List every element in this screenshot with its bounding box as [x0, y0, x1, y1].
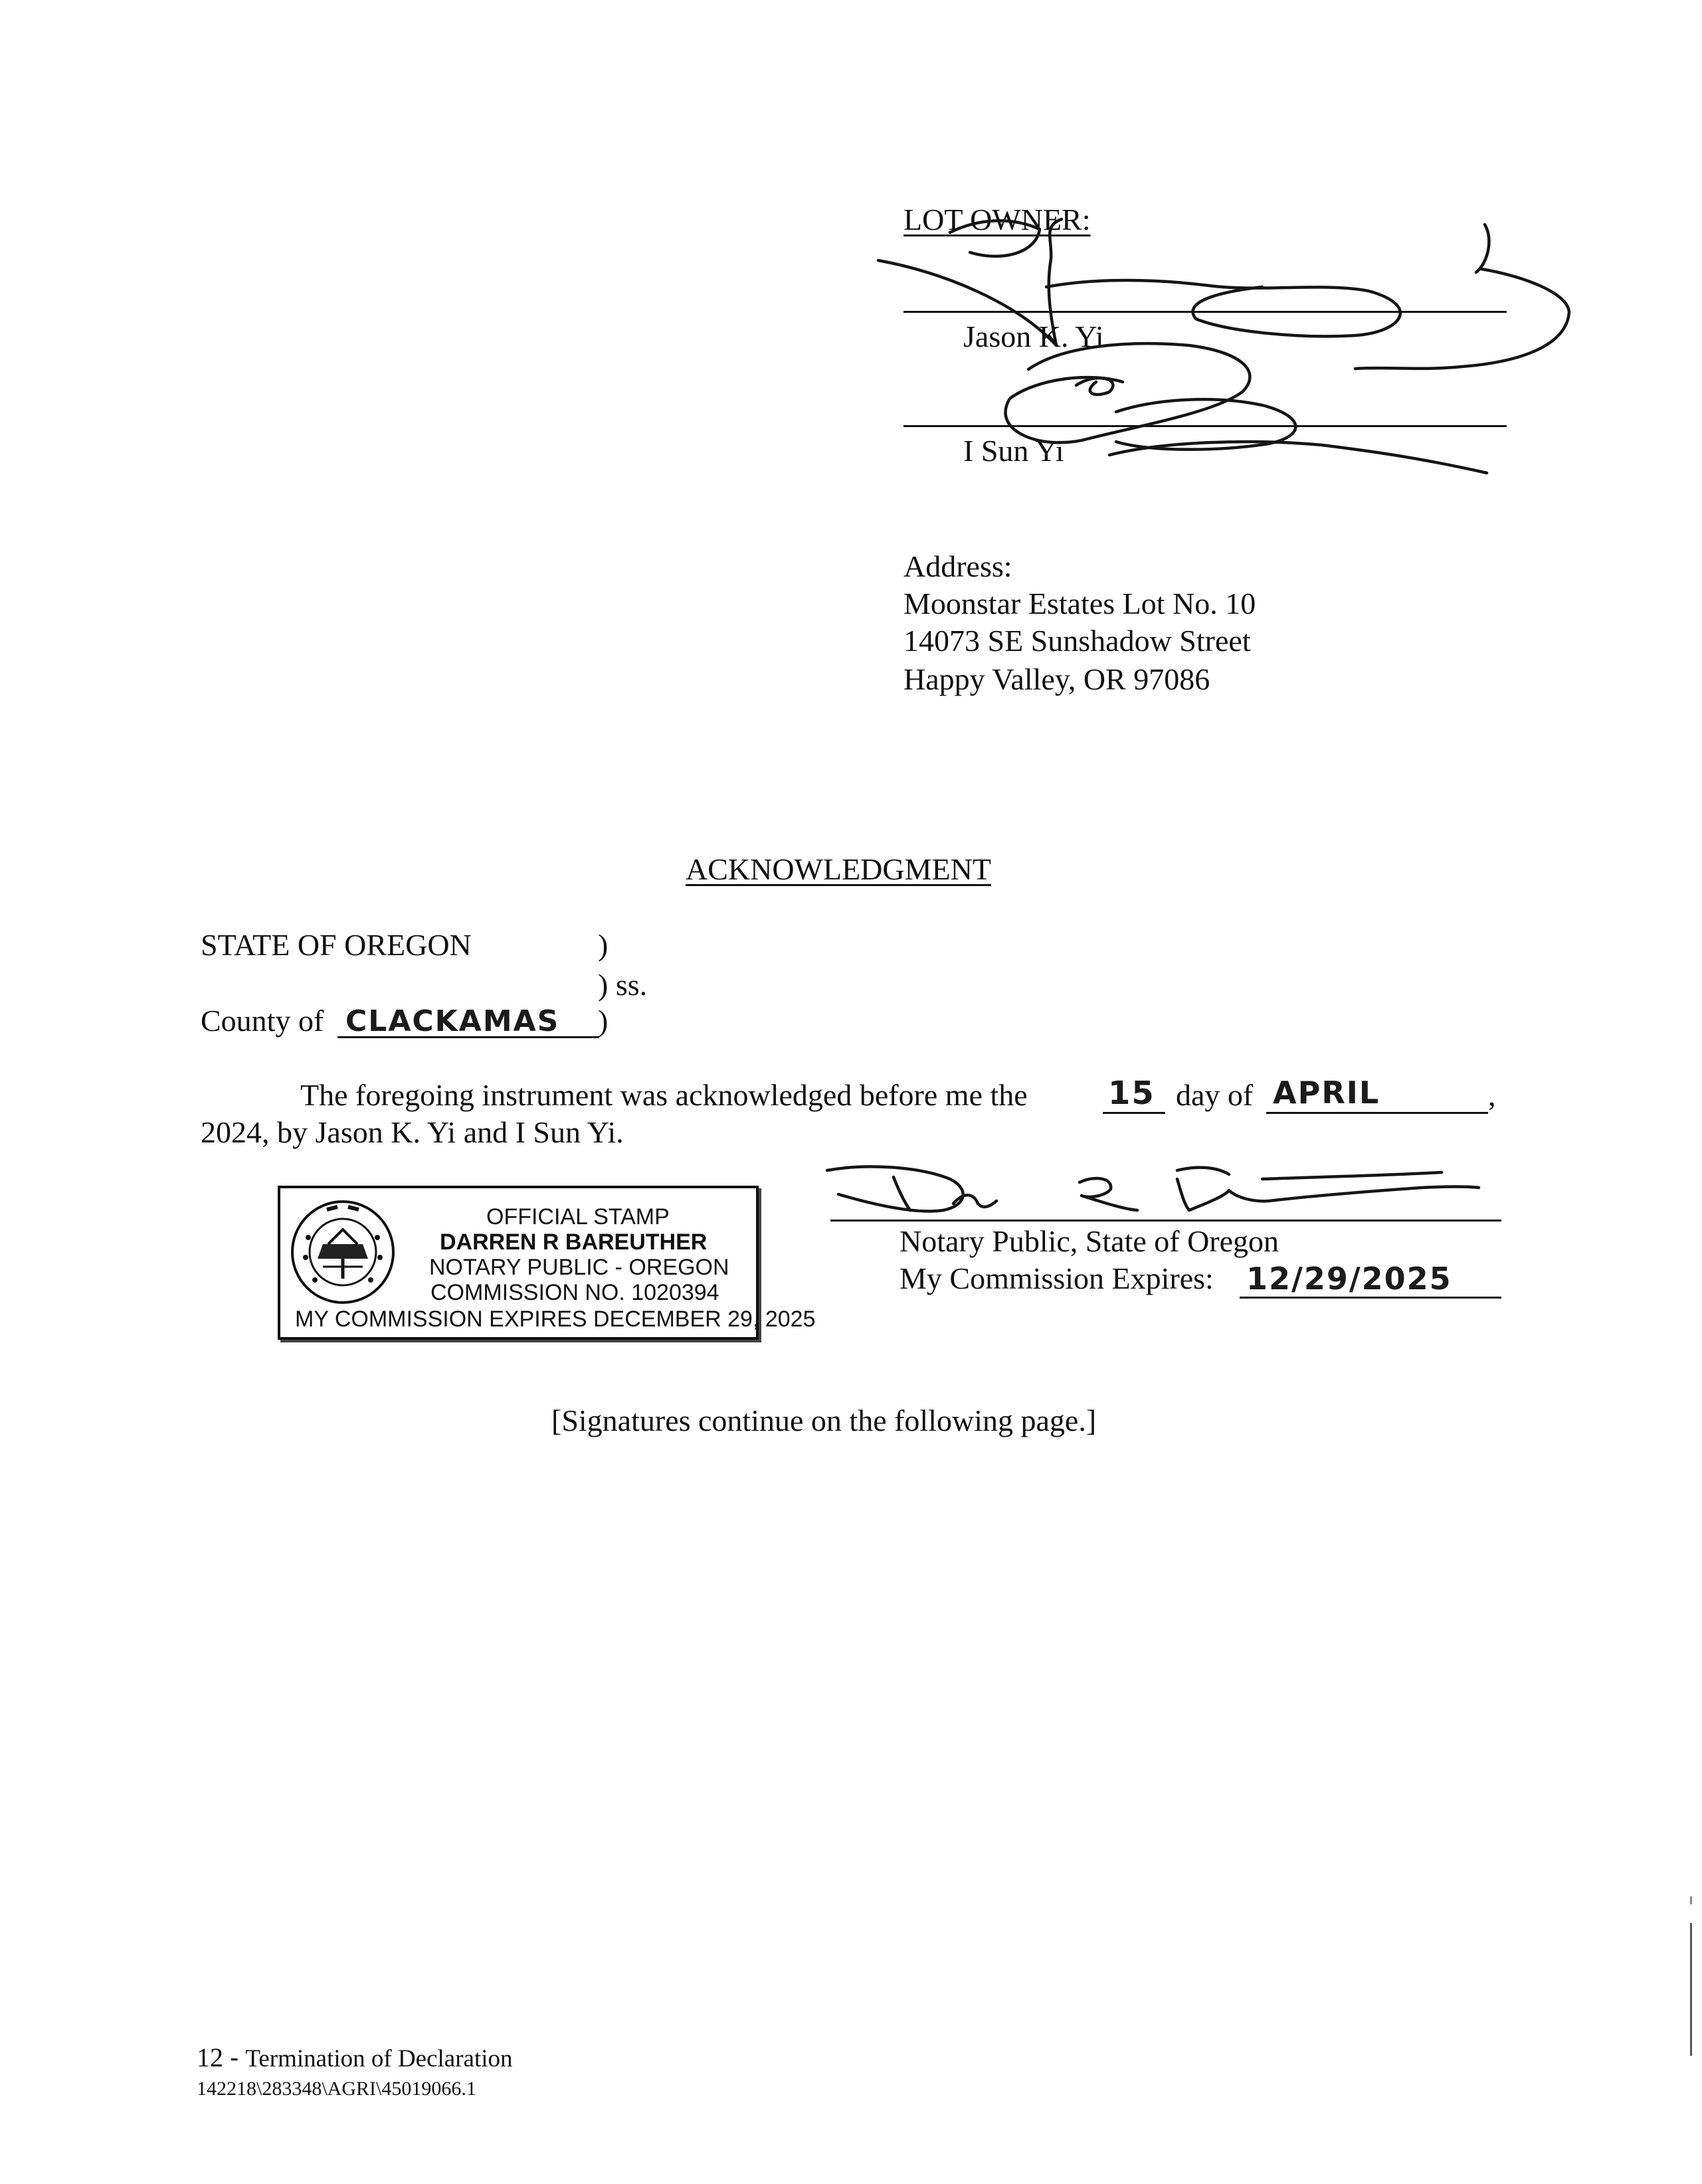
address-line-3: Happy Valley, OR 97086 — [903, 662, 1210, 696]
notary-title: Notary Public, State of Oregon — [899, 1224, 1279, 1258]
state-paren: ) — [598, 928, 609, 962]
stamp-line-3: NOTARY PUBLIC - OREGON — [429, 1255, 729, 1280]
lot-owner-heading: LOT OWNER: — [903, 203, 1091, 236]
official-notary-stamp — [278, 1186, 816, 1340]
continuation-note: [Signatures continue on the following page.] — [551, 1404, 1097, 1437]
acknowledgment-title: ACKNOWLEDGMENT — [686, 852, 991, 886]
county-handwritten-value: CLACKAMAS — [345, 1004, 560, 1038]
ss-marker: ) ss. — [598, 968, 648, 1002]
stamp-line-4: COMMISSION NO. 1020394 — [430, 1280, 719, 1305]
commission-label: My Commission Expires: — [899, 1261, 1214, 1295]
scan-artifact-edge — [1690, 1923, 1692, 2056]
scan-artifact-mark — [1690, 1896, 1692, 1904]
month-handwritten-value: APRIL — [1273, 1075, 1380, 1111]
footer-page-number: 12 — [197, 2043, 223, 2072]
day-handwritten-value: 15 — [1108, 1075, 1155, 1112]
footer-title-line — [197, 2045, 513, 2071]
county-label: County of — [201, 1004, 324, 1038]
ack-body-line-1b: day of — [1176, 1078, 1254, 1112]
address-line-2: 14073 SE Sunshadow Street — [903, 624, 1251, 658]
ack-body-line-2: 2024, by Jason K. Yi and I Sun Yi. — [201, 1115, 624, 1149]
county-paren: ) — [598, 1004, 609, 1038]
ack-comma: , — [1488, 1078, 1496, 1112]
footer-document-title: Termination of Declaration — [245, 2045, 513, 2072]
footer-separator: - — [230, 2043, 239, 2072]
commission-handwritten-value: 12/29/2025 — [1246, 1261, 1452, 1297]
footer-document-id: 142218\283348\AGRI\45019066.1 — [197, 2078, 476, 2100]
signer-name-jason: Jason K. Yi — [963, 319, 1104, 353]
commission-blank — [1240, 1297, 1501, 1299]
notary-signature-line — [830, 1220, 1501, 1222]
address-label: Address: — [903, 549, 1012, 583]
ack-body-line-1a: The foregoing instrument was acknowledged before me the — [300, 1078, 1028, 1112]
stamp-line-5: MY COMMISSION EXPIRES DECEMBER 29, 2025 — [295, 1307, 816, 1332]
address-line-1: Moonstar Estates Lot No. 10 — [903, 587, 1256, 620]
oregon-state-seal-icon — [288, 1198, 397, 1307]
signer-name-isun: I Sun Yi — [963, 434, 1064, 468]
stamp-line-1: OFFICIAL STAMP — [486, 1204, 670, 1229]
state-label: STATE OF OREGON — [201, 928, 472, 962]
stamp-line-2: DARREN R BAREUTHER — [440, 1229, 708, 1255]
